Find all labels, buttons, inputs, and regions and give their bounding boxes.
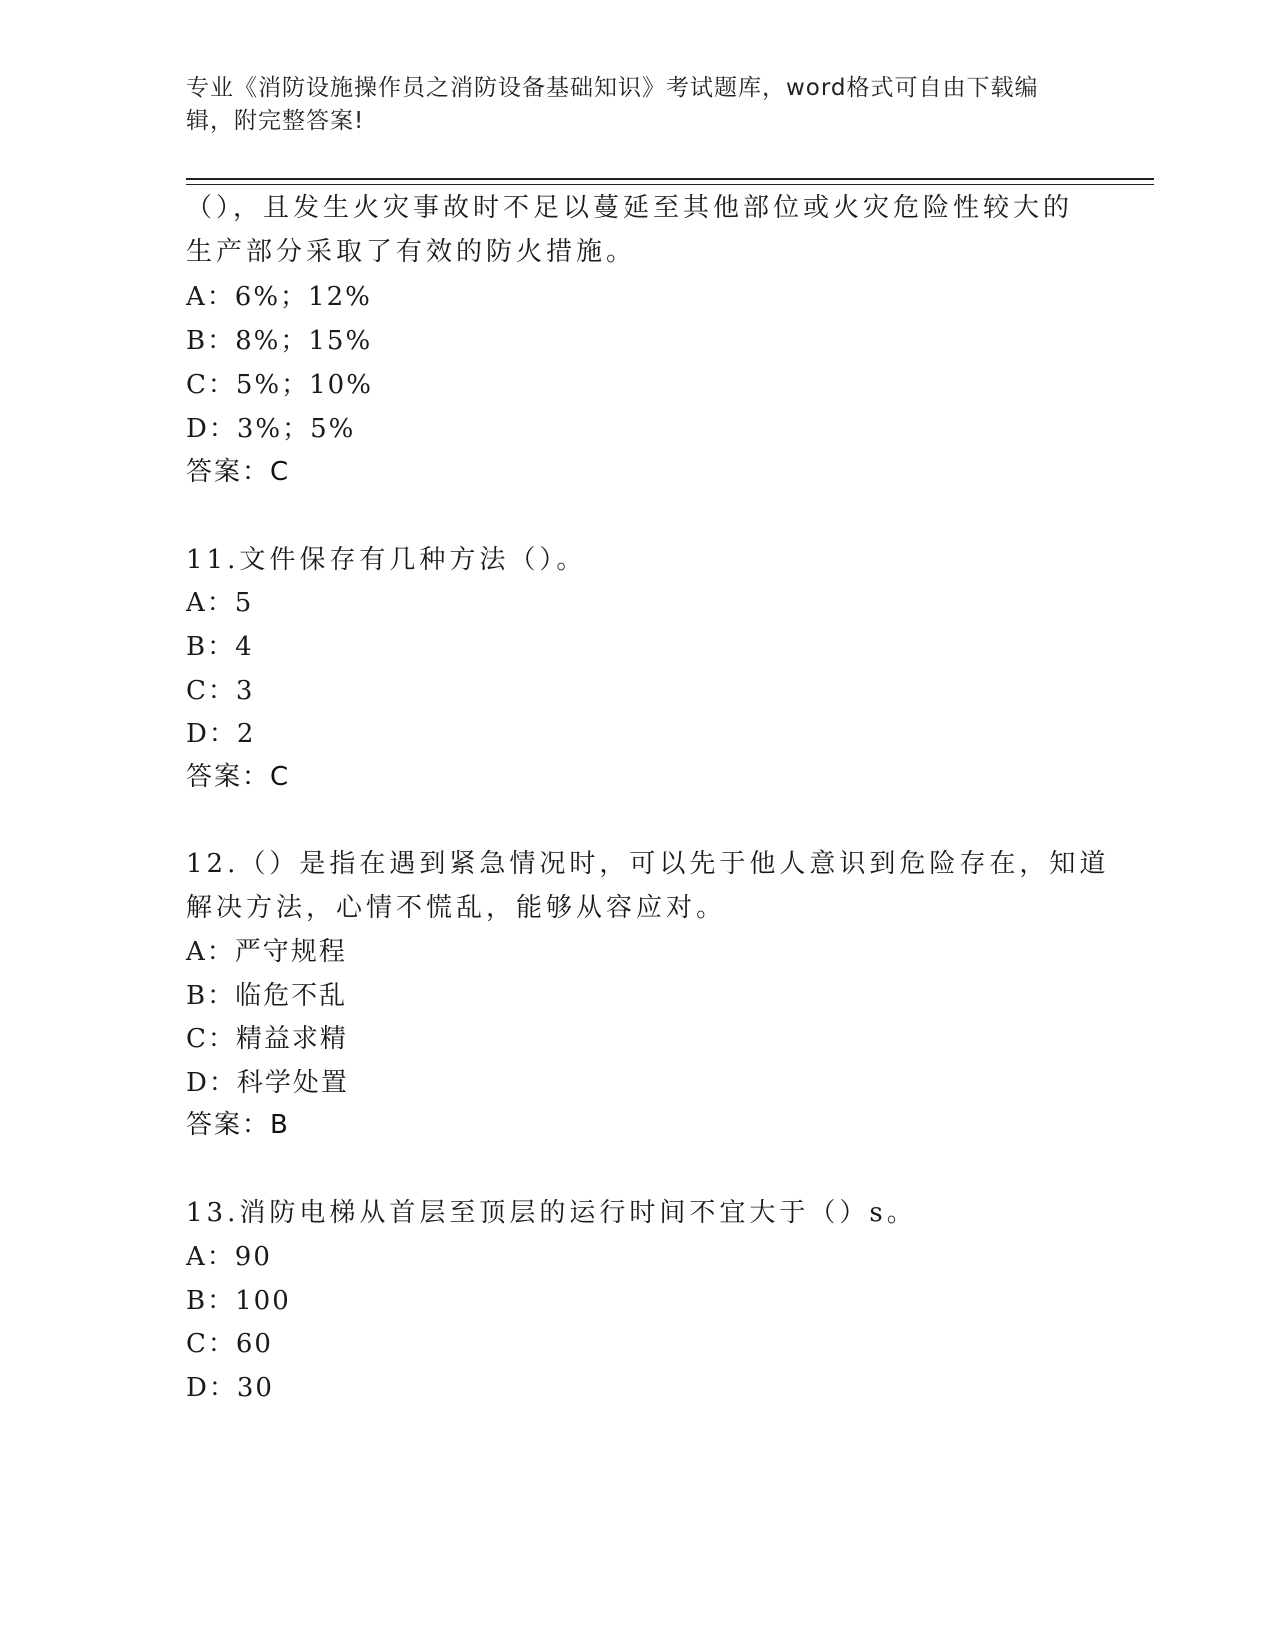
q11-option-d: D：2 <box>186 719 256 749</box>
q11-option-b: B：4 <box>186 632 254 662</box>
q10-option-d: D：3%；5% <box>186 414 356 444</box>
q13-text-line-1: 13.消防电梯从首层至顶层的运行时间不宜大于（）s。 <box>186 1198 917 1228</box>
q12-answer: 答案：B <box>186 1110 290 1140</box>
q11-option-c: C：3 <box>186 676 255 706</box>
header-divider-thick <box>186 178 1154 180</box>
q11-text-line-1: 11.文件保存有几种方法（）。 <box>186 545 587 575</box>
q10-option-c: C：5%；10% <box>186 370 373 400</box>
q12-option-c: C：精益求精 <box>186 1024 348 1054</box>
q11-option-a: A：5 <box>186 588 254 618</box>
q10-text-line-2: 生产部分采取了有效的防火措施。 <box>186 237 637 267</box>
header-line-2: 辑，附完整答案! <box>186 108 365 134</box>
q12-text-line-1: 12.（）是指在遇到紧急情况时，可以先于他人意识到危险存在，知道 <box>186 849 1110 879</box>
header-divider-thin <box>186 184 1154 185</box>
document-header <box>186 72 1066 138</box>
q11-answer: 答案：C <box>186 762 291 792</box>
q13-option-d: D：30 <box>186 1373 274 1403</box>
q13-option-b: B：100 <box>186 1286 291 1316</box>
q10-option-a: A：6%；12% <box>186 282 372 312</box>
q12-option-d: D：科学处置 <box>186 1068 349 1098</box>
q13-option-c: C：60 <box>186 1329 273 1359</box>
q12-option-b: B：临危不乱 <box>186 981 348 1011</box>
q12-text-line-2: 解决方法，心情不慌乱，能够从容应对。 <box>186 893 727 923</box>
q10-text-line-1: （），且发生火灾事故时不足以蔓延至其他部位或火灾危险性较大的 <box>186 193 1074 223</box>
q10-option-b: B：8%；15% <box>186 326 373 356</box>
q13-option-a: A：90 <box>186 1242 272 1272</box>
header-line-1: 专业《消防设施操作员之消防设备基础知识》考试题库，word格式可自由下载编 <box>186 75 1039 101</box>
q10-answer: 答案：C <box>186 457 291 487</box>
q12-option-a: A：严守规程 <box>186 937 347 967</box>
